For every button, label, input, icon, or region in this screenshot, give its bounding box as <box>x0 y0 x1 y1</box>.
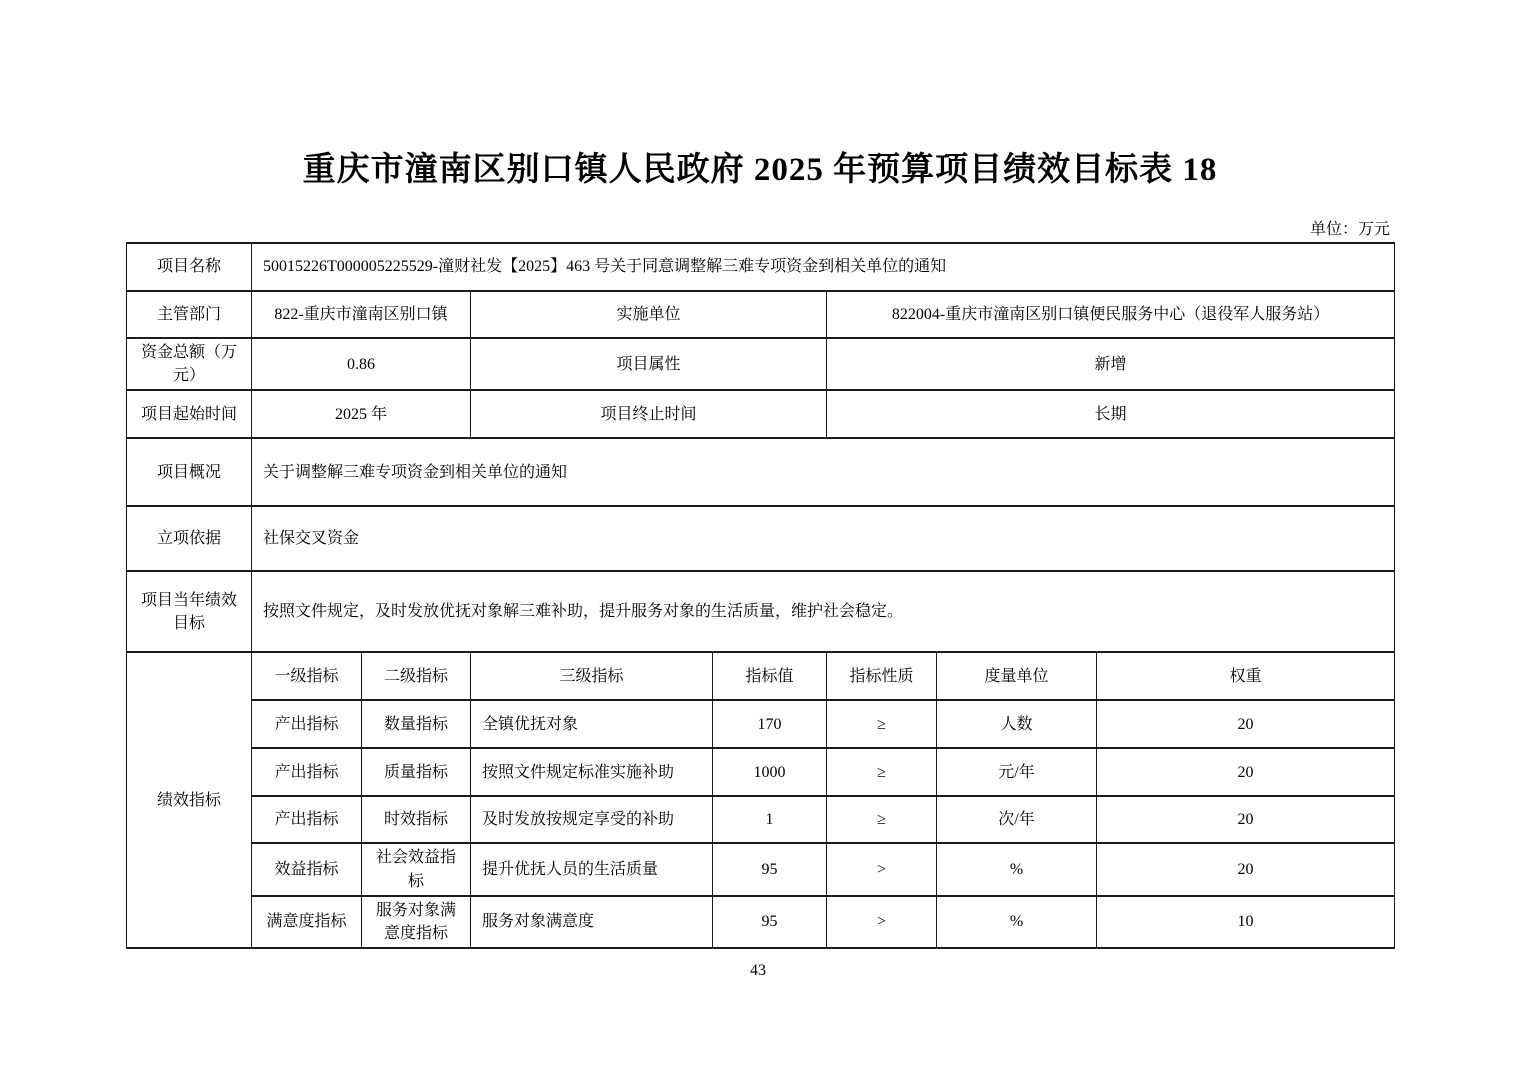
indicator-unit: % <box>937 896 1097 948</box>
project-name-label: 项目名称 <box>127 243 252 291</box>
end-time-value: 长期 <box>827 390 1395 438</box>
indicator-row <box>127 748 1395 796</box>
indicator-row <box>127 843 1395 895</box>
end-time-label: 项目终止时间 <box>471 390 827 438</box>
table-row <box>127 291 1395 338</box>
indicator-value: 95 <box>713 843 827 895</box>
indicator-level3: 全镇优抚对象 <box>471 700 713 748</box>
indicator-unit: 次/年 <box>937 796 1097 843</box>
indicator-header-value: 指标值 <box>713 652 827 700</box>
page-number: 43 <box>750 962 766 979</box>
table-row <box>127 506 1395 571</box>
indicator-unit: 人数 <box>937 700 1097 748</box>
indicator-weight: 20 <box>1097 796 1395 843</box>
indicator-nature: > <box>827 843 937 895</box>
attribute-label: 项目属性 <box>471 338 827 390</box>
basis-label: 立项依据 <box>127 506 252 571</box>
table-row <box>127 390 1395 438</box>
indicator-level1: 产出指标 <box>252 748 362 796</box>
performance-target-table <box>126 242 1395 949</box>
page-title: 重庆市潼南区别口镇人民政府 2025 年预算项目绩效目标表 18 <box>302 152 1218 188</box>
indicator-nature: ≥ <box>827 796 937 843</box>
table-row <box>127 338 1395 390</box>
indicator-level1: 效益指标 <box>252 843 362 895</box>
indicator-unit: % <box>937 843 1097 895</box>
indicator-value: 1 <box>713 796 827 843</box>
indicator-header-level1: 一级指标 <box>252 652 362 700</box>
indicator-header-unit: 度量单位 <box>937 652 1097 700</box>
indicator-level3: 及时发放按规定享受的补助 <box>471 796 713 843</box>
indicator-weight: 20 <box>1097 700 1395 748</box>
amount-label: 资金总额（万元） <box>127 338 252 390</box>
table-row <box>127 438 1395 506</box>
dept-value: 822-重庆市潼南区别口镇 <box>252 291 471 338</box>
indicator-nature: > <box>827 896 937 948</box>
project-name-value: 50015226T000005225529-潼财社发【2025】463 号关于同意调整解三难专项资金到相关单位的通知 <box>252 243 1395 291</box>
overview-value: 关于调整解三难专项资金到相关单位的通知 <box>252 438 1395 506</box>
start-time-value: 2025 年 <box>252 390 471 438</box>
indicator-row <box>127 896 1395 948</box>
indicator-unit: 元/年 <box>937 748 1097 796</box>
amount-value: 0.86 <box>252 338 471 390</box>
indicator-value: 1000 <box>713 748 827 796</box>
table-row <box>127 571 1395 652</box>
indicator-level2: 数量指标 <box>362 700 471 748</box>
indicator-header-level2: 二级指标 <box>362 652 471 700</box>
indicator-value: 170 <box>713 700 827 748</box>
annual-goal-value: 按照文件规定，及时发放优抚对象解三难补助，提升服务对象的生活质量，维护社会稳定。 <box>252 571 1395 652</box>
indicator-header-row <box>127 652 1395 700</box>
indicator-value: 95 <box>713 896 827 948</box>
dept-label: 主管部门 <box>127 291 252 338</box>
impl-unit-value: 822004-重庆市潼南区别口镇便民服务中心（退役军人服务站） <box>827 291 1395 338</box>
unit-note: 单位：万元 <box>1309 221 1390 238</box>
indicator-header-nature: 指标性质 <box>827 652 937 700</box>
indicator-level2: 服务对象满意度指标 <box>362 896 471 948</box>
indicator-row <box>127 700 1395 748</box>
impl-unit-label: 实施单位 <box>471 291 827 338</box>
indicator-weight: 20 <box>1097 748 1395 796</box>
indicator-section-label: 绩效指标 <box>127 652 252 948</box>
indicator-level3: 服务对象满意度 <box>471 896 713 948</box>
indicator-level3: 按照文件规定标准实施补助 <box>471 748 713 796</box>
basis-value: 社保交叉资金 <box>252 506 1395 571</box>
indicator-level1: 满意度指标 <box>252 896 362 948</box>
indicator-level1: 产出指标 <box>252 796 362 843</box>
start-time-label: 项目起始时间 <box>127 390 252 438</box>
annual-goal-label: 项目当年绩效目标 <box>127 571 252 652</box>
indicator-level2: 时效指标 <box>362 796 471 843</box>
indicator-header-level3: 三级指标 <box>471 652 713 700</box>
indicator-row <box>127 796 1395 843</box>
indicator-weight: 20 <box>1097 843 1395 895</box>
indicator-header-weight: 权重 <box>1097 652 1395 700</box>
overview-label: 项目概况 <box>127 438 252 506</box>
attribute-value: 新增 <box>827 338 1395 390</box>
indicator-weight: 10 <box>1097 896 1395 948</box>
indicator-level2: 社会效益指标 <box>362 843 471 895</box>
indicator-level1: 产出指标 <box>252 700 362 748</box>
indicator-level2: 质量指标 <box>362 748 471 796</box>
indicator-nature: ≥ <box>827 748 937 796</box>
indicator-nature: ≥ <box>827 700 937 748</box>
indicator-level3: 提升优抚人员的生活质量 <box>471 843 713 895</box>
table-row <box>127 243 1395 291</box>
